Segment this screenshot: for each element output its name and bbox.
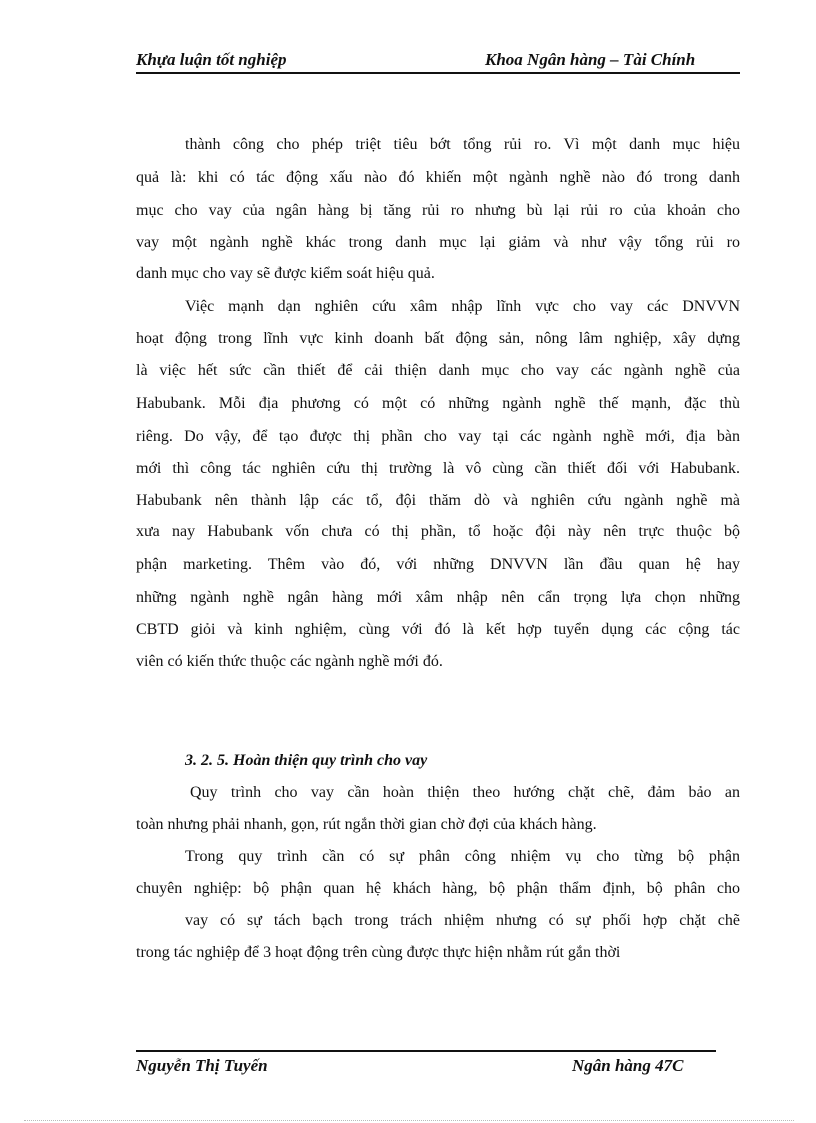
paragraph-line: danh mục cho vay sẽ được kiểm soát hiệu quả. [136,265,435,282]
paragraph-line: Việc mạnh dạn nghiên cứu xâm nhập lĩnh vực cho vay các DNVVN [185,298,740,315]
paragraph-line: Habubank. Mỗi địa phương có một có những ngành nghề thế mạnh, đặc thù [136,395,740,412]
paragraph-line: CBTD giỏi và kinh nghiệm, cùng với đó là kết hợp tuyển dụng các cộng tác [136,621,740,638]
paragraph-line: chuyên nghiệp: bộ phận quan hệ khách hàng, bộ phận thẩm định, bộ phân cho [136,880,740,897]
footer-rule [136,1050,716,1052]
footer-author: Nguyễn Thị Tuyến [136,1056,268,1075]
paragraph-line: vay có sự tách bạch trong trách nhiệm nhưng có sự phối hợp chặt chẽ [185,912,740,929]
paragraph-line: xưa nay Habubank vốn chưa có thị phần, tổ hoặc đội này nên trực thuộc bộ [136,523,740,540]
paragraph-line: toàn nhưng phải nhanh, gọn, rút ngắn thời gian chờ đợi của khách hàng. [136,816,597,833]
paragraph-line: mục cho vay của ngân hàng bị tăng rủi ro nhưng bù lại rủi ro của khoản cho [136,202,740,219]
paragraph-line: những ngành nghề ngân hàng mới xâm nhập nên cẩn trọng lựa chọn những [136,589,740,606]
paragraph-line: Quy trình cho vay cần hoàn thiện theo hướng chặt chẽ, đảm bảo an [190,784,740,801]
paragraph-line: Trong quy trình cần có sự phân công nhiệm vụ cho từng bộ phận [185,848,740,865]
paragraph-line: hoạt động trong lĩnh vực kinh doanh bất động sản, nông lâm nghiệp, xây dựng [136,330,740,347]
header-thesis-title: Khựa luận tốt nghiệp [136,50,287,69]
paragraph-line: thành công cho phép triệt tiêu bớt tổng rủi ro. Vì một danh mục hiệu [185,136,740,153]
paragraph-line: quả là: khi có tác động xấu nào đó khiến một ngành nghề nào đó trong danh [136,169,740,186]
paragraph-line: viên có kiến thức thuộc các ngành nghề mới đó. [136,653,443,670]
paragraph-line: là việc hết sức cần thiết để cải thiện danh mục cho vay các ngành nghề của [136,362,740,379]
paragraph-line: Habubank nên thành lập các tổ, đội thăm dò và nghiên cứu ngành nghề mà [136,492,740,509]
paragraph-line: mới thì công tác nghiên cứu thị trường là vô cùng cần thiết đối với Habubank. [136,460,740,477]
paragraph-line: phận marketing. Thêm vào đó, với những DNVVN lần đầu quan hệ hay [136,556,740,573]
paragraph-line: vay một ngành nghề khác trong danh mục lại giảm và như vậy tổng rủi ro [136,234,740,251]
paragraph-line: riêng. Do vậy, để tạo được thị phần cho vay tại các ngành nghề mới, địa bàn [136,428,740,445]
footer-class: Ngân hàng 47C [572,1056,684,1075]
page-bottom-divider [24,1120,794,1121]
page-header [136,50,740,74]
header-faculty: Khoa Ngân hàng – Tài Chính [485,50,696,69]
paragraph-line: trong tác nghiệp để 3 hoạt động trên cùng được thực hiện nhằm rút gắn thời [136,944,621,961]
section-heading: 3. 2. 5. Hoàn thiện quy trình cho vay [185,752,428,769]
